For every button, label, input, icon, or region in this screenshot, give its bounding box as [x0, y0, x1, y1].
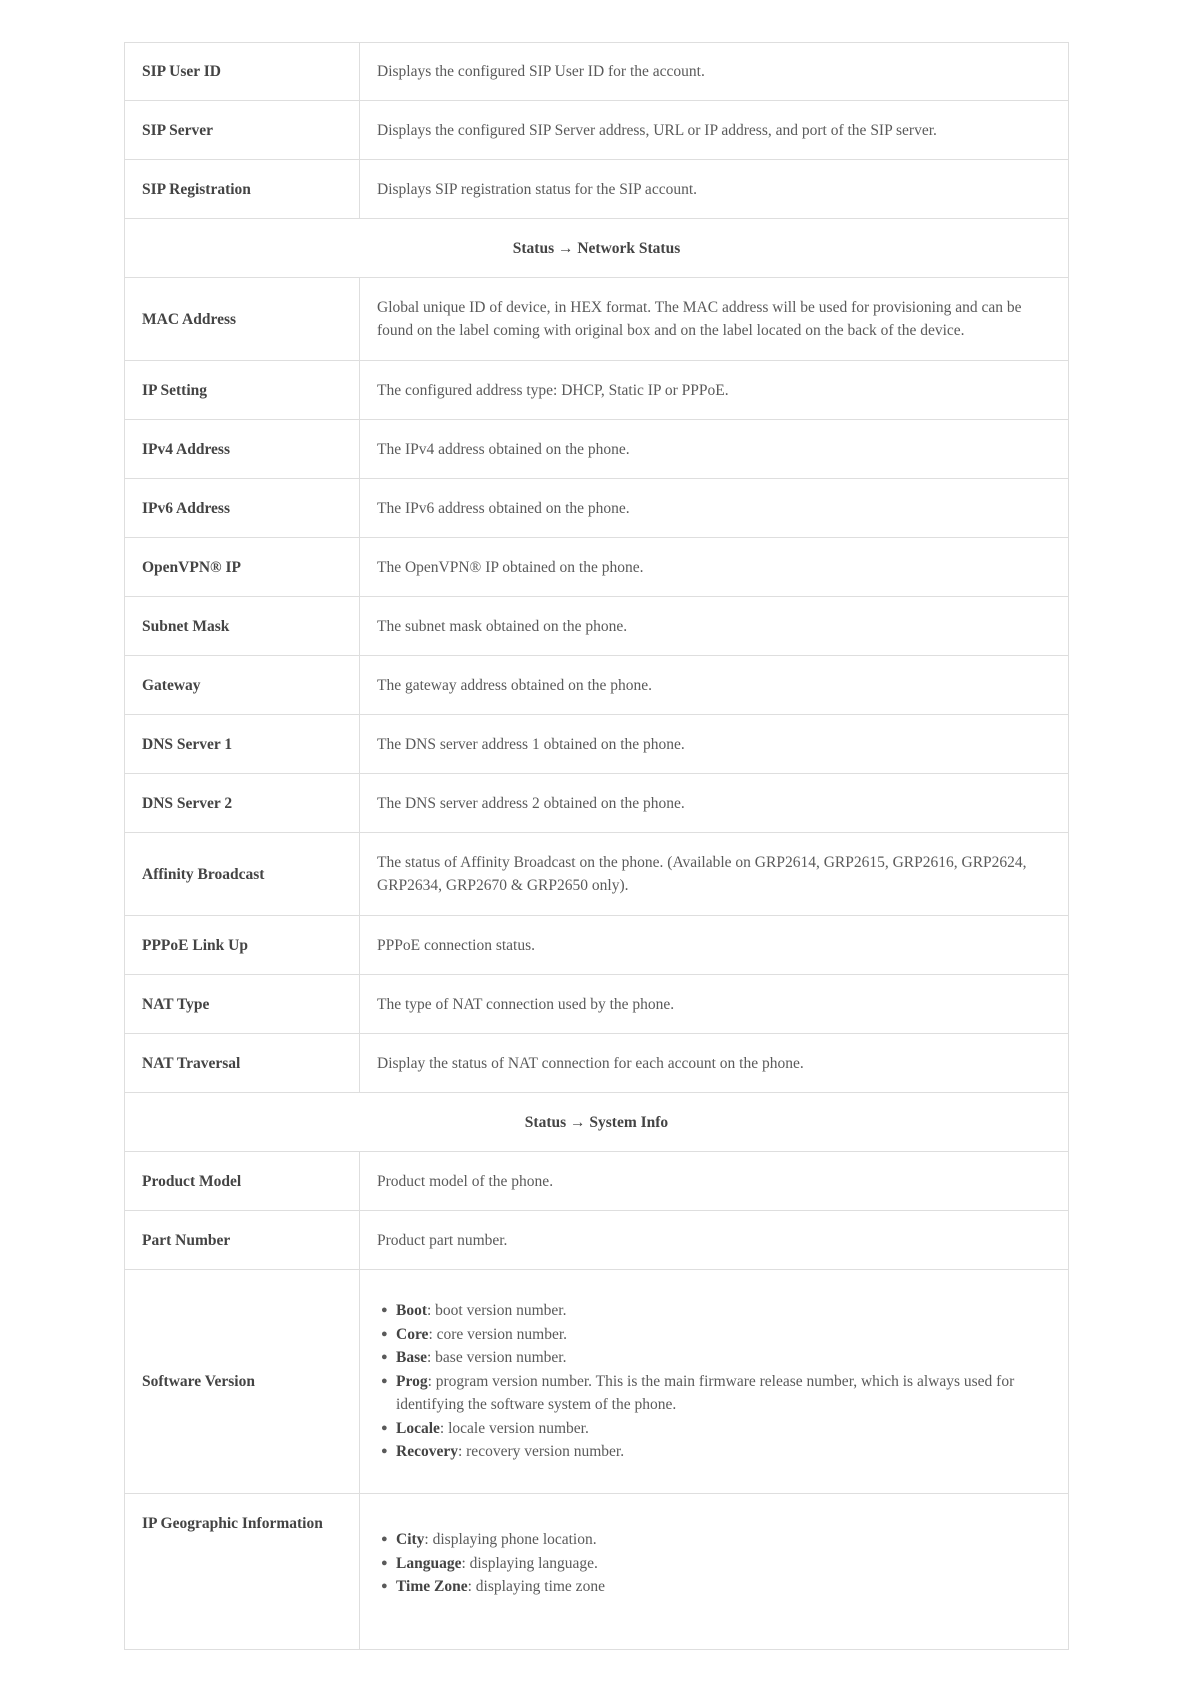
list-item: [381, 1528, 1051, 1552]
list-item-term: Core: [396, 1325, 429, 1343]
parameter-table: [124, 42, 1069, 1650]
section-title-system-info: Status → System Info: [125, 1093, 1069, 1152]
param-name: Affinity Broadcast: [125, 833, 360, 916]
list-item-text: : displaying language.: [461, 1554, 598, 1572]
param-name: Subnet Mask: [125, 597, 360, 656]
section-header-row: [125, 1093, 1069, 1152]
table-row-ip-geo: [125, 1494, 1069, 1650]
param-name: IP Geographic Information: [125, 1494, 360, 1650]
list-item-text: : program version number. This is the main firmware release number, which is always used for identifying the software system of the phone.: [396, 1372, 1015, 1414]
table-row: [125, 833, 1069, 916]
software-version-list: [377, 1299, 1051, 1464]
list-item-term: Time Zone: [396, 1578, 468, 1595]
param-name: IPv6 Address: [125, 479, 360, 538]
list-item: [381, 1323, 1051, 1347]
param-desc: The gateway address obtained on the phone.: [360, 656, 1069, 715]
param-desc: Displays SIP registration status for the SIP account.: [360, 160, 1069, 219]
param-desc: The subnet mask obtained on the phone.: [360, 597, 1069, 656]
table-row: [125, 420, 1069, 479]
param-name: SIP User ID: [125, 43, 360, 101]
list-item: [381, 1299, 1051, 1323]
table-row: [125, 597, 1069, 656]
bullet-icon: ●: [381, 1556, 388, 1569]
table-row: [125, 278, 1069, 361]
bullet-icon: ●: [381, 1580, 388, 1592]
param-desc: [360, 1270, 1069, 1494]
param-name: Product Model: [125, 1152, 360, 1211]
param-desc: Product model of the phone.: [360, 1152, 1069, 1211]
list-item: [381, 1440, 1051, 1464]
param-name: MAC Address: [125, 278, 360, 361]
param-desc: The IPv4 address obtained on the phone.: [360, 420, 1069, 479]
list-item: [381, 1346, 1051, 1370]
list-item-term: Boot: [396, 1302, 427, 1320]
param-desc: [360, 1494, 1069, 1650]
table-row-software-version: [125, 1270, 1069, 1494]
section-header-row: [125, 219, 1069, 278]
list-item-term: Language: [396, 1554, 462, 1572]
bullet-icon: ●: [381, 1351, 388, 1364]
list-item: [381, 1417, 1051, 1441]
list-item-text: : core version number.: [428, 1325, 568, 1343]
list-item-text: : base version number.: [427, 1349, 567, 1367]
table-row: [125, 361, 1069, 420]
param-desc: Displays the configured SIP User ID for the account.: [360, 43, 1069, 101]
list-item-term: Prog: [396, 1372, 428, 1390]
list-item: [381, 1575, 1051, 1599]
param-name: IPv4 Address: [125, 420, 360, 479]
param-desc: Product part number.: [360, 1211, 1069, 1270]
list-item-text: : locale version number.: [439, 1419, 589, 1437]
table-row: [125, 715, 1069, 774]
table-row: [125, 538, 1069, 597]
param-name: OpenVPN® IP: [125, 538, 360, 597]
param-desc: The configured address type: DHCP, Static IP or PPPoE.: [360, 361, 1069, 420]
param-desc: The OpenVPN® IP obtained on the phone.: [360, 538, 1069, 597]
param-desc: The IPv6 address obtained on the phone.: [360, 479, 1069, 538]
param-name: NAT Type: [125, 975, 360, 1034]
param-desc: Global unique ID of device, in HEX format. The MAC address will be used for provisioning and can be found on the label coming with original box and on the label located on the back of the device.: [360, 278, 1069, 361]
param-desc: Display the status of NAT connection for each account on the phone.: [360, 1034, 1069, 1093]
table-row: [125, 101, 1069, 160]
list-item-term: Recovery: [396, 1443, 458, 1461]
param-desc: The status of Affinity Broadcast on the phone. (Available on GRP2614, GRP2615, GRP2616, GRP2624, GRP2634, GRP2670 & GRP2650 only).: [360, 833, 1069, 916]
param-name: PPPoE Link Up: [125, 916, 360, 975]
param-desc: Displays the configured SIP Server address, URL or IP address, and port of the SIP server.: [360, 101, 1069, 160]
list-item-term: City: [396, 1531, 425, 1548]
list-item-text: : recovery version number.: [457, 1443, 625, 1461]
param-desc: The DNS server address 2 obtained on the phone.: [360, 774, 1069, 833]
param-name: SIP Registration: [125, 160, 360, 219]
list-item-text: : displaying time zone: [467, 1578, 605, 1595]
param-desc: The DNS server address 1 obtained on the phone.: [360, 715, 1069, 774]
table-row: [125, 160, 1069, 219]
list-item-term: Base: [396, 1349, 427, 1367]
table-row: [125, 1034, 1069, 1093]
table-row: [125, 916, 1069, 975]
list-item-term: Locale: [396, 1419, 440, 1437]
table-row: [125, 1211, 1069, 1270]
bullet-icon: ●: [381, 1421, 388, 1434]
table-row: [125, 774, 1069, 833]
table-row: [125, 43, 1069, 101]
param-desc: The type of NAT connection used by the phone.: [360, 975, 1069, 1034]
bullet-icon: ●: [381, 1533, 388, 1545]
section-title-network-status: Status → Network Status: [125, 219, 1069, 278]
param-name: Software Version: [125, 1270, 360, 1494]
param-name: NAT Traversal: [125, 1034, 360, 1093]
param-name: DNS Server 2: [125, 774, 360, 833]
bullet-icon: ●: [381, 1445, 388, 1458]
table-row: [125, 975, 1069, 1034]
list-item: [381, 1552, 1051, 1576]
bullet-icon: ●: [381, 1374, 388, 1387]
table-row: [125, 656, 1069, 715]
list-item-text: : boot version number.: [427, 1302, 567, 1320]
param-name: SIP Server: [125, 101, 360, 160]
list-item-text: : displaying phone location.: [424, 1531, 597, 1548]
list-item: [381, 1370, 1051, 1417]
param-name: IP Setting: [125, 361, 360, 420]
param-desc: PPPoE connection status.: [360, 916, 1069, 975]
table-row: [125, 479, 1069, 538]
bullet-icon: ●: [381, 1304, 388, 1317]
bullet-icon: ●: [381, 1327, 388, 1340]
table-row: [125, 1152, 1069, 1211]
param-name: Part Number: [125, 1211, 360, 1270]
ip-geo-list: [377, 1528, 1051, 1599]
param-name: Gateway: [125, 656, 360, 715]
param-name: DNS Server 1: [125, 715, 360, 774]
